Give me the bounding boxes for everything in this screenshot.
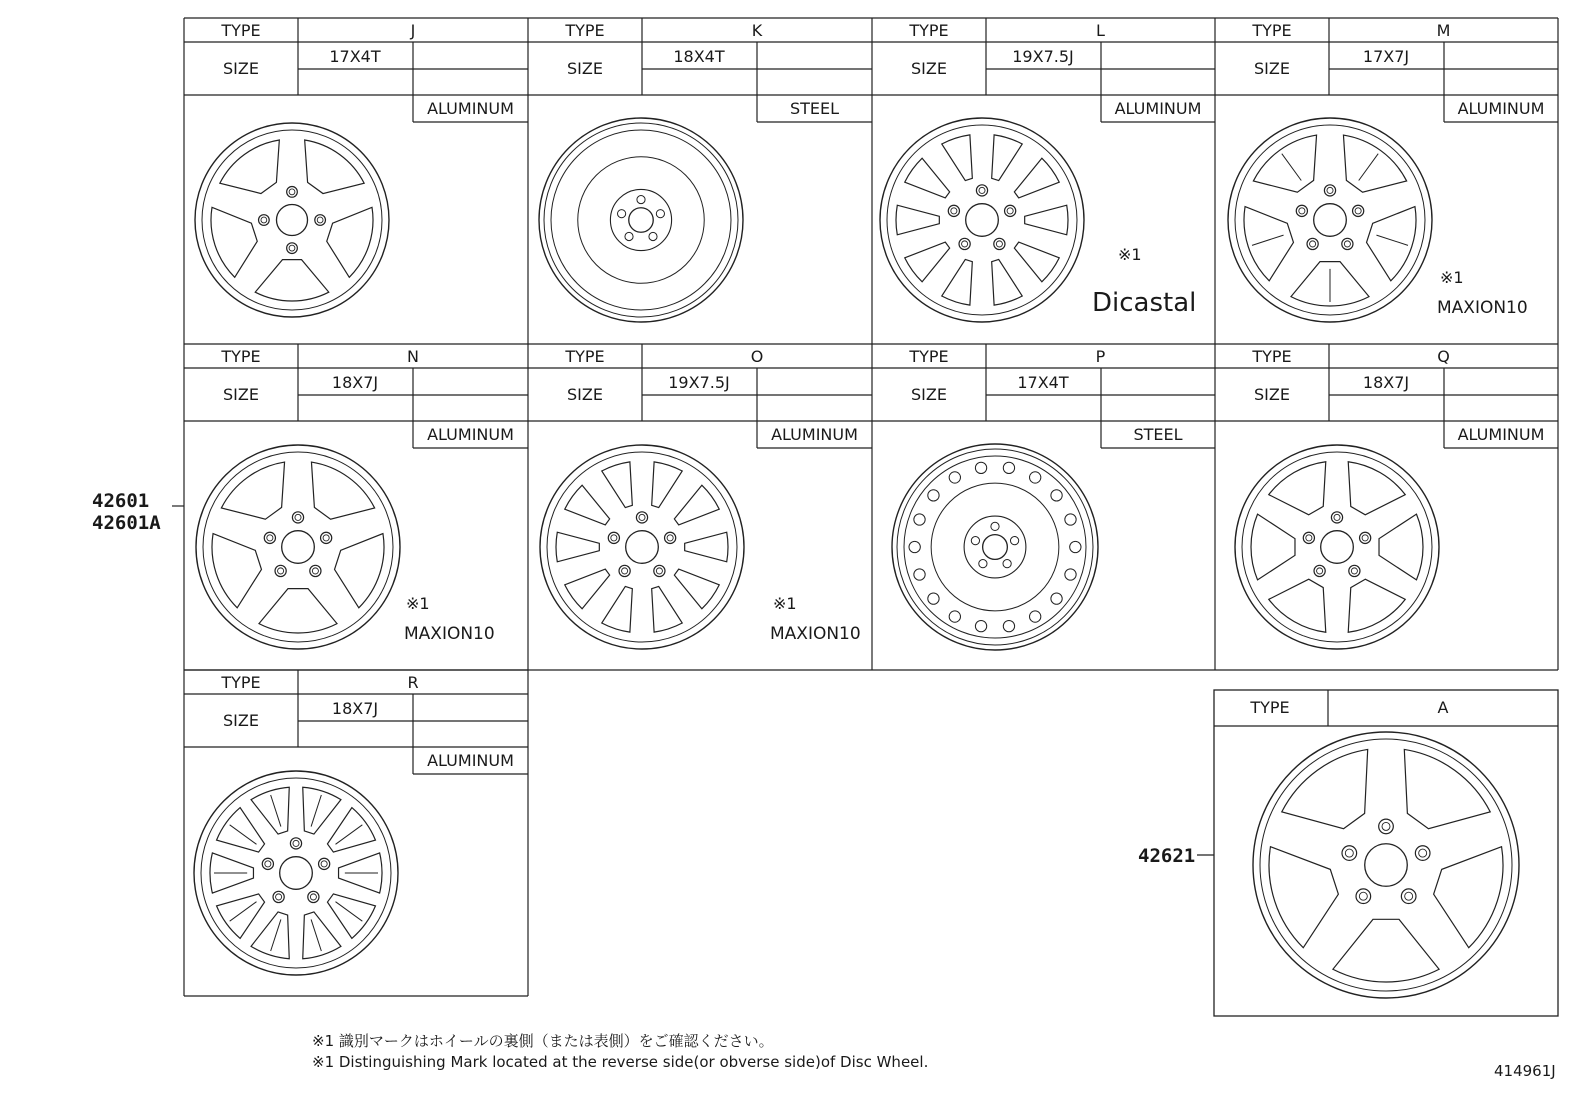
wheel-drawing-o	[540, 445, 744, 649]
size-header-label: SIZE	[1254, 385, 1290, 404]
wheel-drawing-j	[195, 123, 389, 317]
wheel-drawing-p	[892, 444, 1098, 650]
size-value-r: 18X7J	[331, 699, 379, 718]
type-value-k: K	[751, 21, 763, 40]
type-header-label: TYPE	[565, 21, 605, 40]
size-value-m: 17X7J	[1362, 47, 1410, 66]
size-header-label: SIZE	[223, 711, 259, 730]
size-value-o: 19X7.5J	[668, 373, 730, 392]
wheel-drawing-r	[194, 771, 398, 975]
footnote-english: ※1 Distinguishing Mark located at the reverse side(or obverse side)of Disc Wheel.	[312, 1053, 929, 1071]
material-p: STEEL	[1133, 425, 1183, 444]
cap-type-header-label: TYPE	[1250, 698, 1290, 717]
type-value-l: L	[1096, 21, 1105, 40]
type-value-r: R	[407, 673, 419, 692]
type-header-label: TYPE	[221, 673, 261, 692]
manufacturer-mark-o: MAXION10	[770, 624, 861, 644]
type-header-label: TYPE	[1252, 21, 1292, 40]
part-number-42621: 42621	[1138, 845, 1196, 867]
material-n: ALUMINUM	[427, 425, 514, 444]
note-mark-n: ※1	[406, 594, 430, 613]
material-o: ALUMINUM	[771, 425, 858, 444]
manufacturer-mark-l: Dicastal	[1092, 288, 1197, 318]
type-header-label: TYPE	[1252, 347, 1292, 366]
size-header-label: SIZE	[223, 385, 259, 404]
material-m: ALUMINUM	[1457, 99, 1545, 118]
wheel-drawing-n	[196, 445, 400, 649]
size-value-q: 18X7J	[1362, 373, 1410, 392]
manufacturer-mark-n: MAXION10	[404, 624, 495, 644]
type-header-label: TYPE	[909, 21, 949, 40]
size-value-k: 18X4T	[673, 47, 725, 66]
note-mark-l: ※1	[1118, 245, 1142, 264]
material-q: ALUMINUM	[1457, 425, 1545, 444]
wheel-drawing-l	[880, 118, 1084, 322]
type-header-label: TYPE	[565, 347, 605, 366]
size-value-l: 19X7.5J	[1012, 47, 1074, 66]
type-header-label: TYPE	[909, 347, 949, 366]
figure-id: 414961J	[1494, 1062, 1556, 1080]
size-value-p: 17X4T	[1017, 373, 1069, 392]
material-k: STEEL	[789, 99, 840, 118]
note-mark-o: ※1	[773, 594, 797, 613]
type-value-p: P	[1095, 347, 1106, 366]
manufacturer-mark-m: MAXION10	[1437, 298, 1528, 318]
note-mark-m: ※1	[1440, 268, 1464, 287]
type-value-o: O	[750, 347, 764, 366]
size-value-j: 17X4T	[329, 47, 381, 66]
type-value-j: J	[410, 21, 416, 40]
wheel-drawing-m	[1228, 118, 1432, 322]
material-j: ALUMINUM	[427, 99, 514, 118]
type-value-n: N	[407, 347, 419, 366]
material-r: ALUMINUM	[427, 751, 514, 770]
size-header-label: SIZE	[911, 59, 947, 78]
size-header-label: SIZE	[567, 59, 603, 78]
type-value-q: Q	[1437, 347, 1450, 366]
wheel-drawing-k	[539, 118, 743, 322]
footnote-japanese: ※1 識別マークはホイールの裏側（または表側）をご確認ください。	[312, 1032, 774, 1050]
type-value-m: M	[1436, 21, 1451, 40]
cap-type-value: A	[1437, 698, 1449, 717]
material-l: ALUMINUM	[1114, 99, 1202, 118]
wheel-drawing-q	[1235, 445, 1439, 649]
part-number-42601: 42601	[92, 490, 150, 512]
type-header-label: TYPE	[221, 21, 261, 40]
size-header-label: SIZE	[567, 385, 603, 404]
size-header-label: SIZE	[223, 59, 259, 78]
type-header-label: TYPE	[221, 347, 261, 366]
size-header-label: SIZE	[911, 385, 947, 404]
size-header-label: SIZE	[1254, 59, 1290, 78]
wheel-cap-drawing-a	[1253, 732, 1519, 998]
size-value-n: 18X7J	[331, 373, 379, 392]
part-number-42601a: 42601A	[92, 512, 161, 534]
